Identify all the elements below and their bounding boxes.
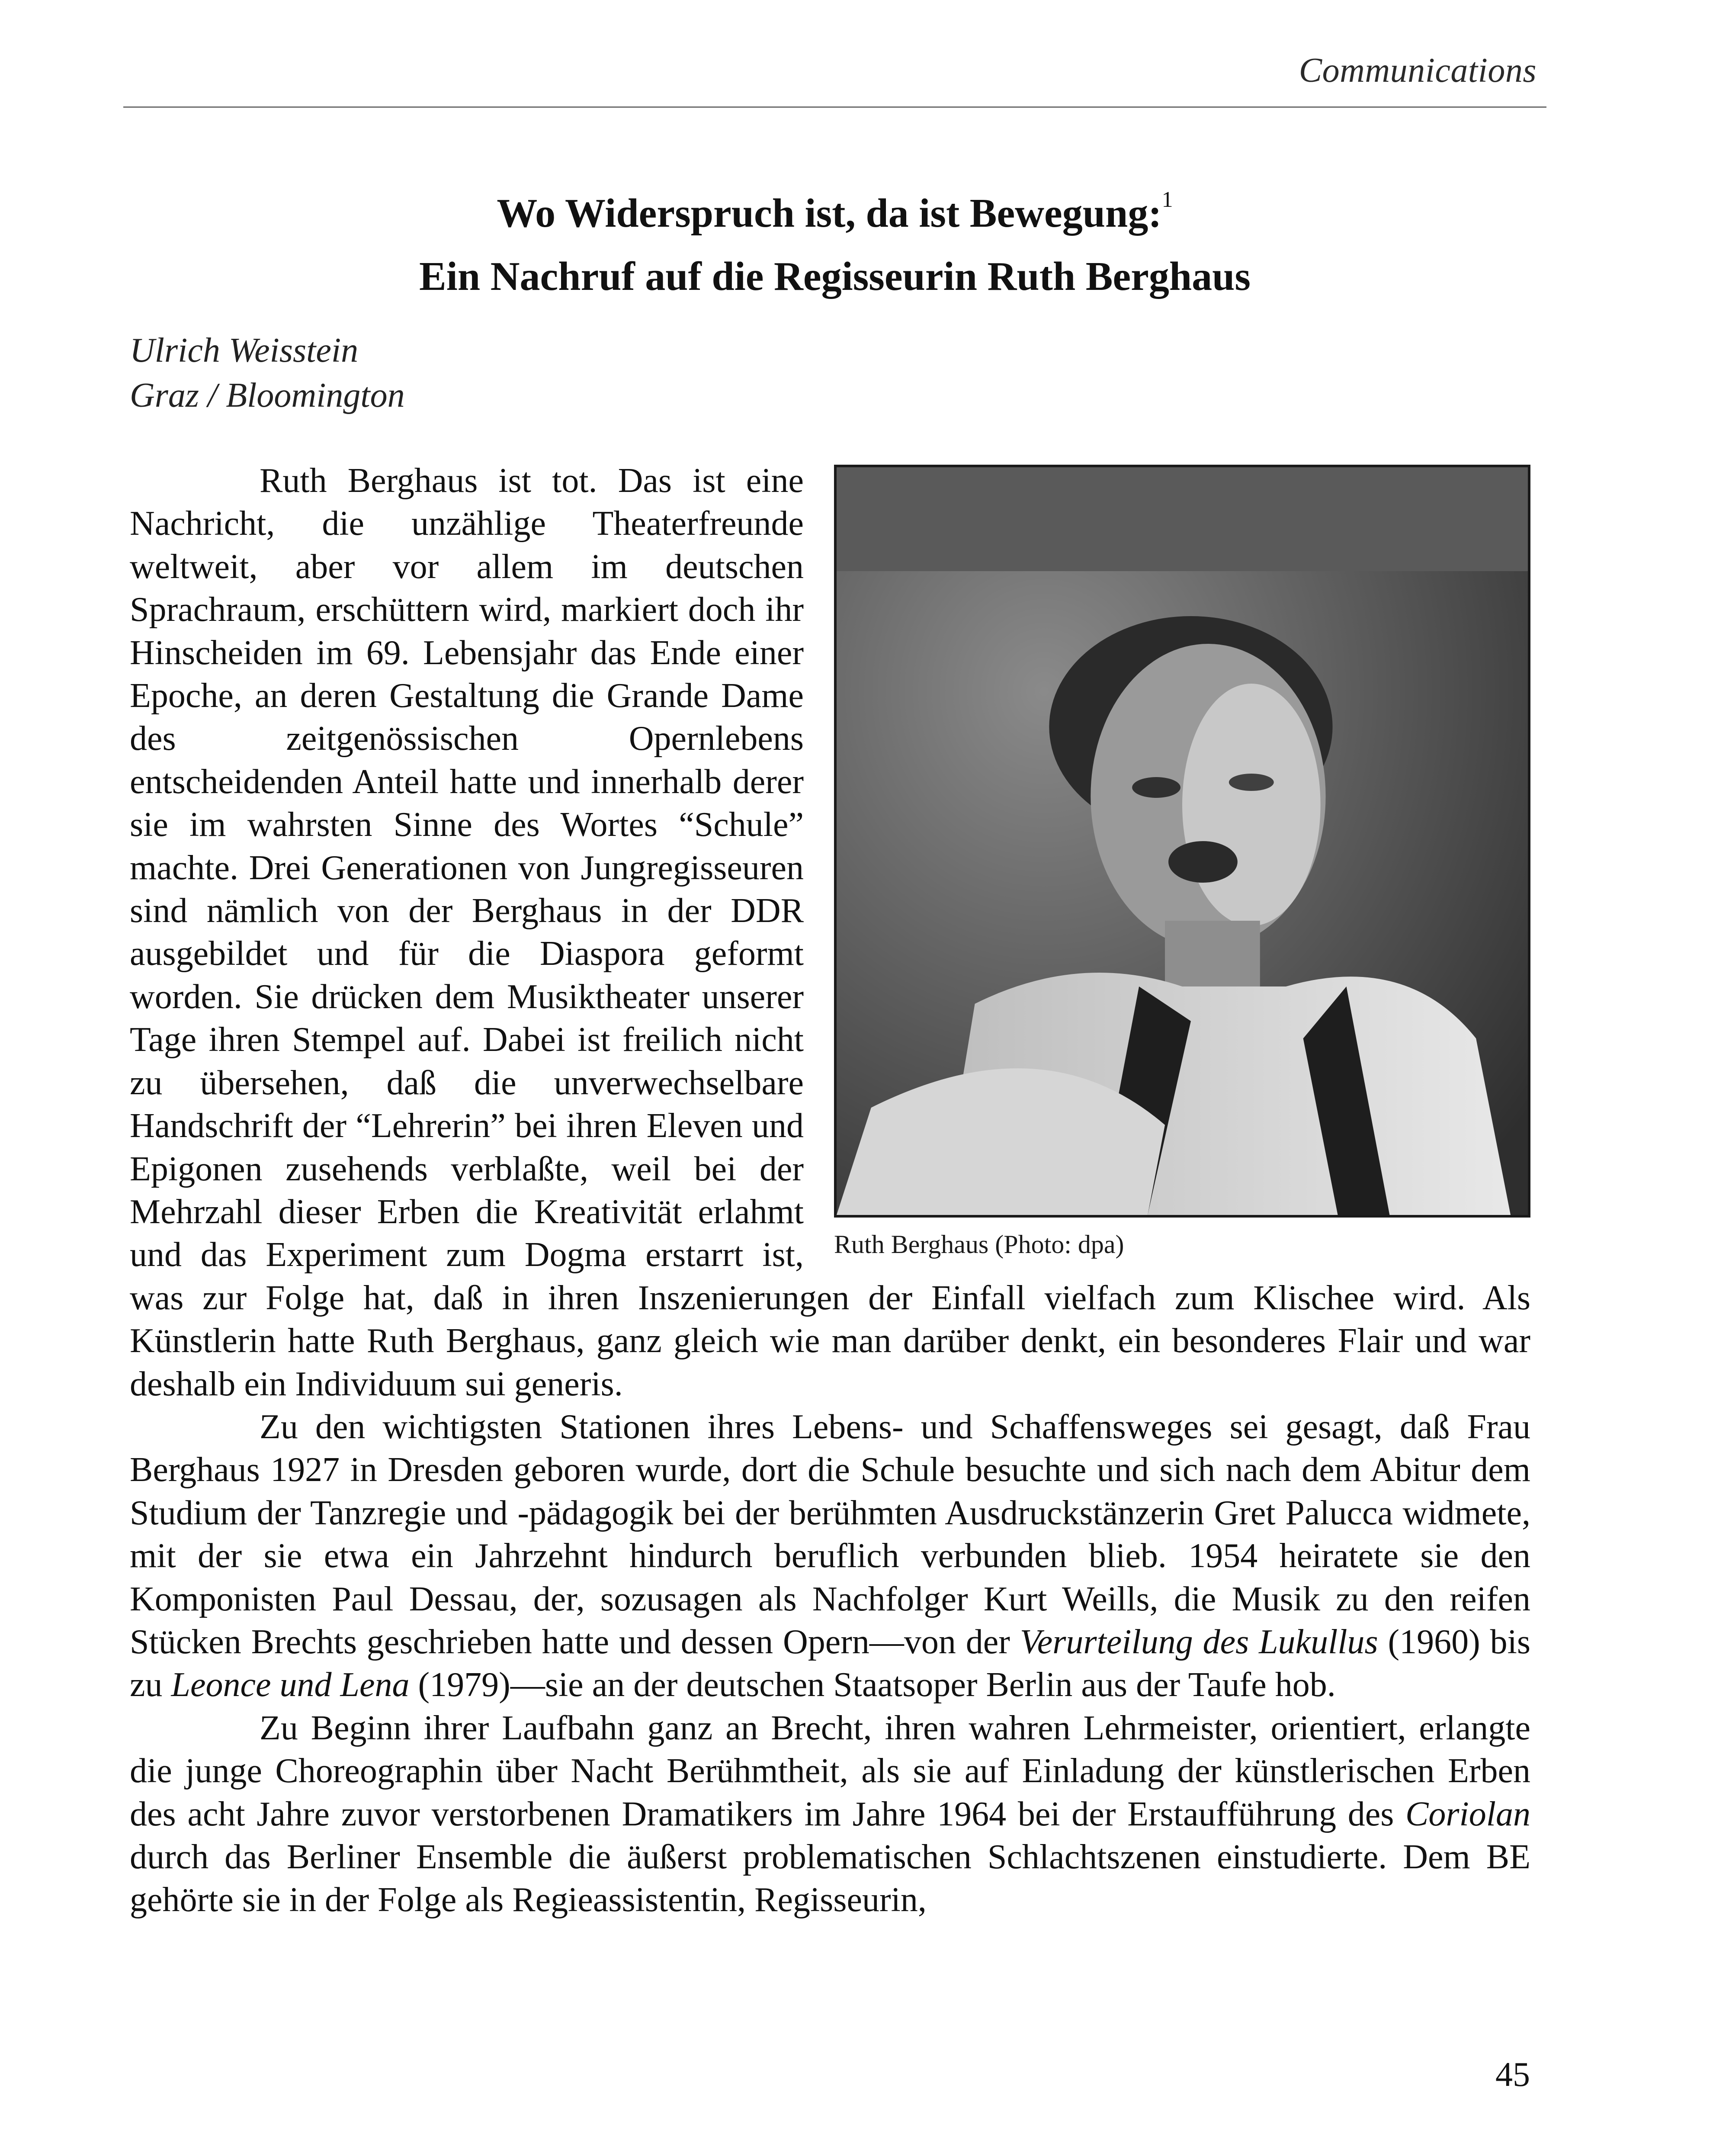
paragraph-2 (130, 1406, 1530, 1707)
paragraph-2-text-b: (1960) bis zu (130, 1623, 1530, 1704)
footnote-marker[interactable]: 1 (1161, 187, 1173, 212)
page-number: 45 (1495, 2056, 1530, 2094)
paragraph-2-text-c: (1979)—sie an der deutschen Staatsoper Berlin aus der Taufe hob. (409, 1666, 1336, 1704)
portrait-photo (834, 465, 1530, 1218)
title-line-1 (123, 182, 1546, 245)
paragraph-3 (130, 1707, 1530, 1922)
portrait-image (837, 467, 1528, 1215)
paragraph-3-text-a: Zu Beginn ihrer Laufbahn ganz an Brecht, ihren wahren Lehrmeister, orientiert, erlangte die junge Choreographin über Nacht Berühmtheit, als sie auf Einladung der künstlerischen Erben des acht Jahre zuvor verstorbenen Dramatikers im Jahre 1964 bei der Erstaufführung des (130, 1709, 1530, 1833)
running-header: Communications (1299, 51, 1537, 90)
author-name: Ulrich Weisstein (130, 331, 359, 370)
article-body (130, 459, 1530, 1922)
author-affiliation: Graz / Bloomington (130, 376, 405, 414)
figure-caption: Ruth Berghaus (Photo: dpa) (834, 1230, 1124, 1259)
work-title-coriolan: Coriolan (1405, 1795, 1530, 1833)
title-line-2: Ein Nachruf auf die Regisseurin Ruth Berghaus (419, 254, 1251, 299)
title-main: Wo Widerspruch ist, da ist Bewegung: (497, 191, 1162, 236)
paragraph-3-text-b: durch das Berliner Ensemble die äußerst problematischen Schlachtszenen einstudierte. Dem BE gehörte sie in der Folge als Regieassistentin, Regisseurin, (130, 1838, 1530, 1919)
header-rule (123, 106, 1546, 108)
paragraph-2-text-a: Zu den wichtigsten Stationen ihres Lebens- und Schaffensweges sei gesagt, daß Frau Berghaus 1927 in Dresden geboren wurde, dort die Schule besuchte und sich nach dem Abitur dem Studium der Tanzregie und -pädagogik bei der berühmten Ausdruckstänzerin Gret Palucca widmete, mit der sie etwa ein Jahrzehnt hindurch beruflich verbunden blieb. 1954 heiratete sie den Komponisten Paul Dessau, der, sozusagen als Nachfolger Kurt Weills, die Musik zu den reifen Stücken Brechts geschrieben hatte und dessen Opern—von der (130, 1407, 1530, 1661)
paragraph-1: Ruth Berghaus ist tot. Das ist eine Nachricht, die unzählige Theaterfreunde weltweit, aber vor allem im deutschen Sprachraum, erschüttern wird, markiert doch ihr Hinscheiden im 69. Lebensjahr das Ende einer Epoche, an deren Gestaltung die Grande Dame des zeitgenössischen Opernlebens entscheidenden Anteil hatte und innerhalb derer sie im wahrsten Sinne des Wortes “Schule” machte. Drei Generationen von Jungregisseuren sind nämlich von der Berghaus in der DDR ausgebildet und für die Diaspora geformt worden. Sie drücken dem Musiktheater unserer Tage ihren Stempel auf. Dabei ist freilich nicht zu übersehen, daß die unverwechselbare Handschrift der “Lehrerin” bei ihren Eleven und Epigonen zusehends verblaßte, weil bei der Mehrzahl dieser Erben die Kreativität erlahmt und das Experiment zum Dogma erstarrt ist, was zur Folge hat, daß in ihren Inszenierungen der Einfall vielfach zum Klischee wird. Als Künstlerin hatte Ruth Berghaus, ganz gleich wie man darüber denkt, ein besonderes Flair und war deshalb ein Individuum sui generis. (130, 462, 1530, 1403)
article-title (123, 182, 1546, 308)
work-title-leonce: Leonce und Lena (171, 1666, 410, 1704)
portrait-figure (834, 465, 1530, 1262)
work-title-lukullus: Verurteilung des Lukullus (1020, 1623, 1378, 1661)
byline (130, 328, 405, 418)
